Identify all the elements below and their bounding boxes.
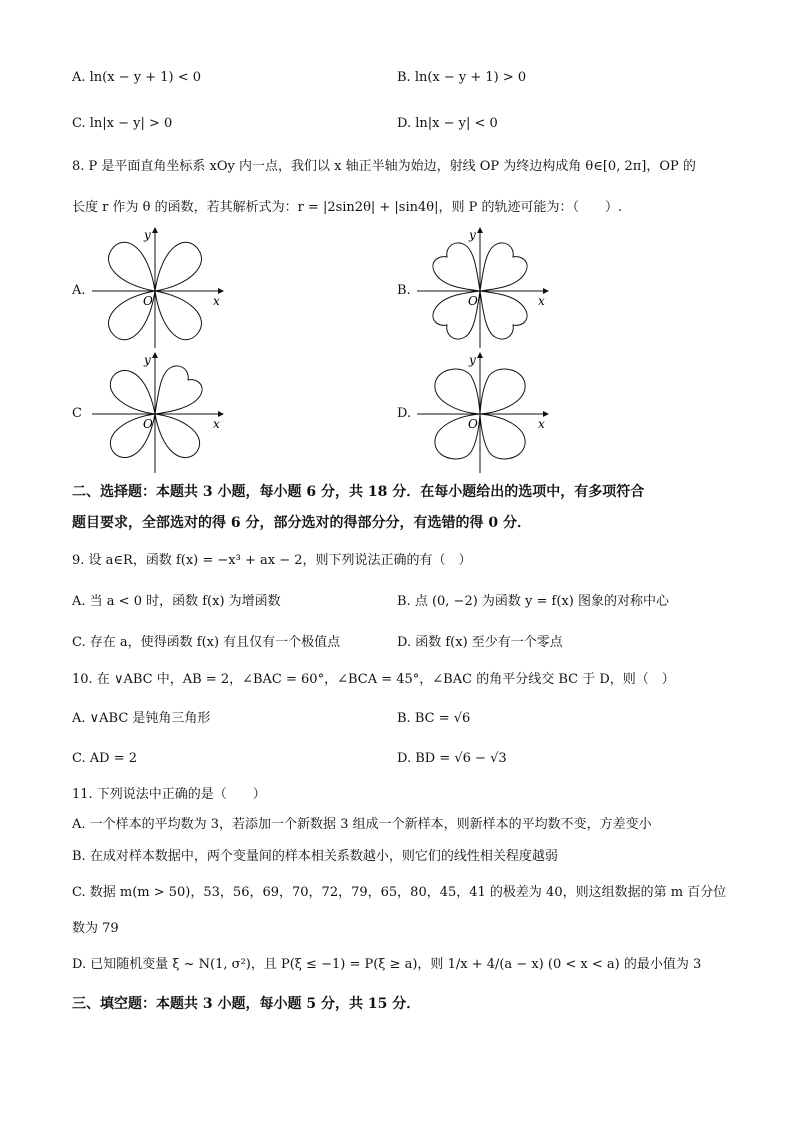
q11-option-c-line2: 数为 79 bbox=[72, 921, 119, 936]
q11-option-c-line1: C. 数据 m(m > 50)，53，56，69，70，72，79，65，80，45，41 的极差为 40，则这组数据的第 m 百分位 bbox=[72, 885, 727, 900]
section2-heading-line2: 题目要求，全部选对的得 6 分，部分选对的得部分分，有选错的得 0 分． bbox=[72, 515, 531, 531]
q8-graph-b-label: B. bbox=[397, 283, 411, 298]
origin-label: O bbox=[143, 294, 153, 308]
q8-graph-c-label: C bbox=[72, 406, 82, 421]
y-axis-label: y bbox=[469, 228, 476, 242]
q10-option-a: A. ∨ABC 是钝角三角形 bbox=[72, 711, 211, 726]
q7-option-c: C. ln|x − y| > 0 bbox=[72, 116, 173, 131]
origin-label: O bbox=[143, 417, 153, 431]
q7-option-b: B. ln(x − y + 1) > 0 bbox=[397, 70, 527, 85]
q11-option-b: B. 在成对样本数据中，两个变量间的样本相关系数越小，则它们的线性相关程度越弱 bbox=[72, 849, 558, 864]
section2-heading-line1: 二、选择题：本题共 3 小题，每小题 6 分，共 18 分．在每小题给出的选项中，有多项符合 bbox=[72, 484, 645, 500]
q11-option-a: A. 一个样本的平均数为 3，若添加一个新数据 3 组成一个新样本，则新样本的平均数不变，方差变小 bbox=[72, 817, 652, 832]
q8-graph-a bbox=[90, 225, 230, 350]
q9-option-c: C. 存在 a，使得函数 f(x) 有且仅有一个极值点 bbox=[72, 635, 341, 650]
q9-option-a: A. 当 a < 0 时，函数 f(x) 为增函数 bbox=[72, 594, 281, 609]
q10-option-d: D. BD = √6 − √3 bbox=[397, 751, 507, 766]
q10-option-c: C. AD = 2 bbox=[72, 751, 137, 766]
x-axis-label: x bbox=[213, 417, 220, 431]
q8-graph-b bbox=[415, 225, 555, 350]
origin-label: O bbox=[468, 417, 478, 431]
q7-option-d: D. ln|x − y| < 0 bbox=[397, 116, 498, 131]
mixed-petal-curve bbox=[110, 366, 202, 458]
section3-heading: 三、填空题：本题共 3 小题，每小题 5 分，共 15 分． bbox=[72, 996, 421, 1012]
q8-graph-d-label: D. bbox=[397, 406, 412, 421]
q10-option-b: B. BC = √6 bbox=[397, 711, 471, 726]
q8-graph-a-label: A. bbox=[72, 283, 86, 298]
origin-label: O bbox=[468, 294, 478, 308]
y-axis-label: y bbox=[144, 228, 151, 242]
q8-stem-line2: 长度 r 作为 θ 的函数，若其解析式为：r = |2sin2θ| + |sin4θ|，则 P 的轨迹可能为：（ ）. bbox=[72, 200, 623, 215]
q7-option-a: A. ln(x − y + 1) < 0 bbox=[72, 70, 202, 85]
q11-option-d: D. 已知随机变量 ξ ~ N(1, σ²)，且 P(ξ ≤ −1) = P(ξ ≥ a)，则 1/x + 4/(a − x) (0 < x < a) 的最小值为 3 bbox=[72, 957, 702, 972]
y-axis-label: y bbox=[469, 353, 476, 367]
q8-graph-c bbox=[90, 350, 230, 475]
y-axis-label: y bbox=[144, 353, 151, 367]
x-axis-label: x bbox=[538, 294, 545, 308]
x-axis-label: x bbox=[213, 294, 220, 308]
x-axis-label: x bbox=[538, 417, 545, 431]
q9-stem: 9. 设 a∈R，函数 f(x) = −x³ + ax − 2，则下列说法正确的有（ ） bbox=[72, 553, 472, 568]
q9-option-b: B. 点 (0, −2) 为函数 y = f(x) 图象的对称中心 bbox=[397, 594, 669, 609]
q11-stem: 11. 下列说法中正确的是（ ） bbox=[72, 787, 266, 802]
q10-stem: 10. 在 ∨ABC 中，AB = 2，∠BAC = 60°，∠BCA = 45°，∠BAC 的角平分线交 BC 于 D，则（ ） bbox=[72, 672, 675, 687]
q8-graph-d bbox=[415, 350, 555, 475]
q8-stem-line1: 8. P 是平面直角坐标系 xOy 内一点，我们以 x 轴正半轴为始边，射线 OP 为终边构成角 θ∈[0, 2π]，OP 的 bbox=[72, 159, 696, 174]
q9-option-d: D. 函数 f(x) 至少有一个零点 bbox=[397, 635, 563, 650]
